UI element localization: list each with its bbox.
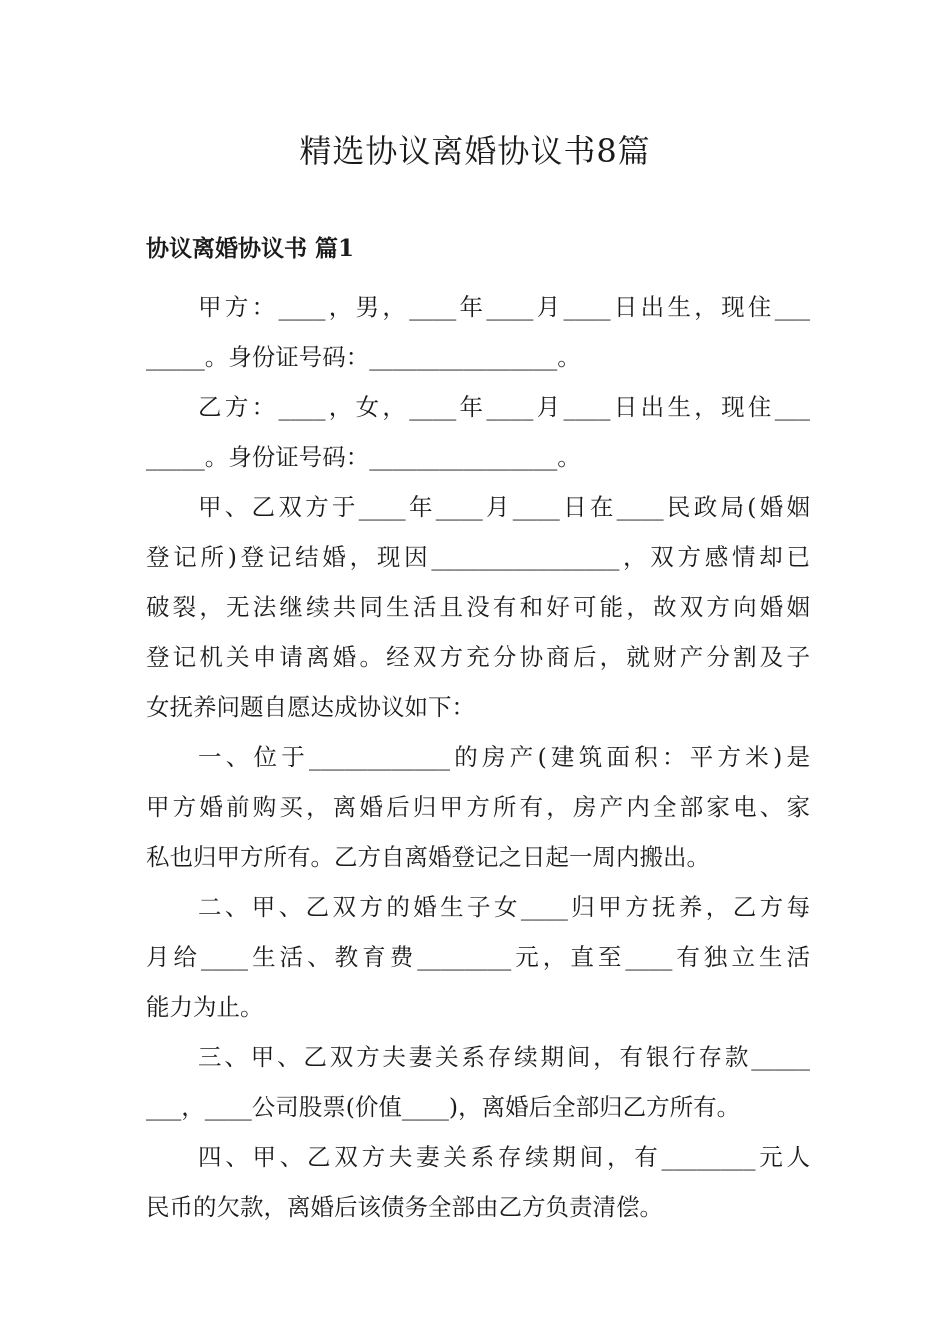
body-text-line: ___，____公司股票(价值____)，离婚后全部归乙方所有。 xyxy=(146,1093,741,1121)
body-text-line: 三、甲、乙双方夫妻关系存续期间，有银行存款_____ xyxy=(198,1043,810,1071)
body-text-line: 月给____生活、教育费________元，直至____有独立生活 xyxy=(146,943,810,971)
body-text-line: 甲方婚前购买，离婚后归甲方所有，房产内全部家电、家 xyxy=(146,793,810,821)
body-text-line: 女抚养问题自愿达成协议如下： xyxy=(146,693,475,721)
body-text-line: 一、位于____________的房产(建筑面积：平方米)是 xyxy=(198,743,810,771)
body-text-line: 甲、乙双方于____年____月____日在____民政局(婚姻 xyxy=(198,493,810,521)
body-text-line: 四、甲、乙双方夫妻关系存续期间，有________元人 xyxy=(198,1143,810,1171)
body-text-line: 登记所)登记结婚，现因________________，双方感情却已 xyxy=(146,543,810,571)
body-text-line: _____。身份证号码：________________。 xyxy=(146,443,581,471)
body-text-line: 甲方：____，男，____年____月____日出生，现住___ xyxy=(198,293,810,321)
body-text-line: 私也归甲方所有。乙方自离婚登记之日起一周内搬出。 xyxy=(146,843,710,871)
body-text-line: 乙方：____，女，____年____月____日出生，现住___ xyxy=(198,393,810,421)
body-text-line: 民币的欠款，离婚后该债务全部由乙方负责清偿。 xyxy=(146,1193,663,1221)
body-text-line: _____。身份证号码：________________。 xyxy=(146,343,581,371)
body-text-line: 破裂，无法继续共同生活且没有和好可能，故双方向婚姻 xyxy=(146,593,810,621)
section-heading: 协议离婚协议书 篇1 xyxy=(146,235,355,262)
body-text-line: 二、甲、乙双方的婚生子女____归甲方抚养，乙方每 xyxy=(198,893,810,921)
body-text-line: 能力为止。 xyxy=(146,993,264,1021)
agreement-body xyxy=(146,282,810,1232)
document-title: 精选协议离婚协议书8篇 xyxy=(299,132,651,170)
body-text-line: 登记机关申请离婚。经双方充分协商后，就财产分割及子 xyxy=(146,643,810,671)
